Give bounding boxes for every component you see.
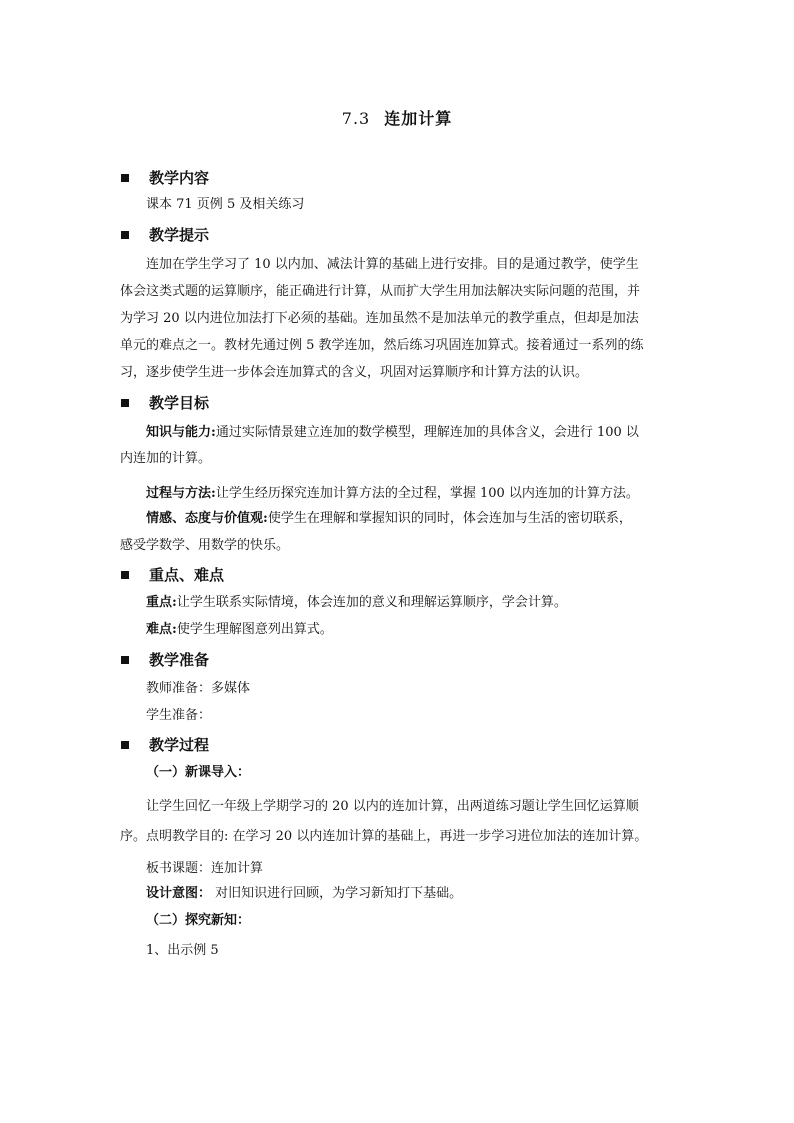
goal-label: 知识与能力: <box>146 425 216 440</box>
process-part1-line: 让学生回忆一年级上学期学习的 20 以内的连加计算，出两道练习题让学生回忆运算顺 <box>146 799 639 814</box>
process-part2-title: （二）探究新知： <box>146 913 251 928</box>
keypoint-key <box>146 594 567 612</box>
heading-text: 教学准备 <box>149 651 210 669</box>
process-part1-line: 序。点明教学目的: 在学习 20 以内连加计算的基础上，再进一步学习进位加法的连加计算。 <box>120 829 648 844</box>
heading-text: 教学提示 <box>149 226 210 244</box>
heading-text: 教学目标 <box>149 394 210 412</box>
design-label: 设计意图： <box>146 886 212 901</box>
keypoint-difficult <box>146 621 333 639</box>
keypoint-label: 重点: <box>146 595 177 610</box>
title-number: 7.3 <box>341 109 371 128</box>
section-heading-content <box>121 167 209 188</box>
goal-emotion <box>146 510 632 528</box>
square-bullet-icon <box>121 656 129 664</box>
design-text: 对旧知识进行回顾，为学习新知打下基础。 <box>211 886 463 901</box>
section-heading-tips <box>121 224 209 245</box>
goal-emotion-cont: 感受学数学、用数学的快乐。 <box>120 538 290 553</box>
process-design <box>146 885 462 903</box>
heading-text: 教学内容 <box>149 169 210 187</box>
process-part1-title: （一）新课导入： <box>146 765 251 780</box>
square-bullet-icon <box>121 231 129 239</box>
goal-text: 使学生在理解和掌握知识的同时，体会连加与生活的密切联系， <box>267 511 632 526</box>
goal-knowledge-cont: 内连加的计算。 <box>120 451 212 466</box>
goal-knowledge <box>146 424 639 442</box>
tips-line: 连加在学生学习了 10 以内加、减法计算的基础上进行安排。目的是通过教学，使学生 <box>146 257 639 272</box>
content-line: 课本 71 页例 5 及相关练习 <box>146 197 305 212</box>
square-bullet-icon <box>121 399 129 407</box>
goal-label: 情感、态度与价值观: <box>146 511 268 526</box>
square-bullet-icon <box>121 741 129 749</box>
tips-line: 习，逐步使学生进一步体会连加算式的含义，巩固对运算顺序和计算方法的认识。 <box>120 365 589 380</box>
square-bullet-icon <box>121 571 129 579</box>
goal-text: 让学生经历探究连加计算方法的全过程，掌握 100 以内连加的计算方法。 <box>215 486 639 501</box>
tips-line: 体会这类式题的运算顺序，能正确进行计算，从而扩大学生用加法解决实际问题的范围，并 <box>120 284 641 299</box>
square-bullet-icon <box>121 174 129 182</box>
prep-student: 学生准备： <box>146 708 212 723</box>
section-heading-keypoints <box>121 564 224 585</box>
goal-process <box>146 485 639 503</box>
section-heading-prep <box>121 649 209 670</box>
keypoint-text: 让学生联系实际情境，体会连加的意义和理解运算顺序，学会计算。 <box>176 595 567 610</box>
tips-line: 为学习 20 以内进位加法打下必须的基础。连加虽然不是加法单元的教学重点，但却是加法 <box>120 311 639 326</box>
section-heading-process <box>121 734 209 755</box>
goal-label: 过程与方法: <box>146 486 216 501</box>
section-heading-goals <box>121 392 209 413</box>
tips-line: 单元的难点之一。教材先通过例 5 教学连加，然后练习巩固连加算式。接着通过一系列的练 <box>120 338 644 353</box>
goal-text: 通过实际情景建立连加的数学模型，理解连加的具体含义，会进行 100 以 <box>215 425 639 440</box>
keypoint-text: 使学生理解图意列出算式。 <box>176 622 333 637</box>
keypoint-label: 难点: <box>146 622 177 637</box>
heading-text: 教学过程 <box>149 736 210 754</box>
process-board: 板书课题：连加计算 <box>146 861 264 876</box>
title-text: 连加计算 <box>384 109 453 128</box>
process-item-1: 1、出示例 5 <box>146 943 219 958</box>
prep-teacher: 教师准备：多媒体 <box>146 681 251 696</box>
page-title <box>0 106 794 129</box>
heading-text: 重点、难点 <box>149 566 225 584</box>
